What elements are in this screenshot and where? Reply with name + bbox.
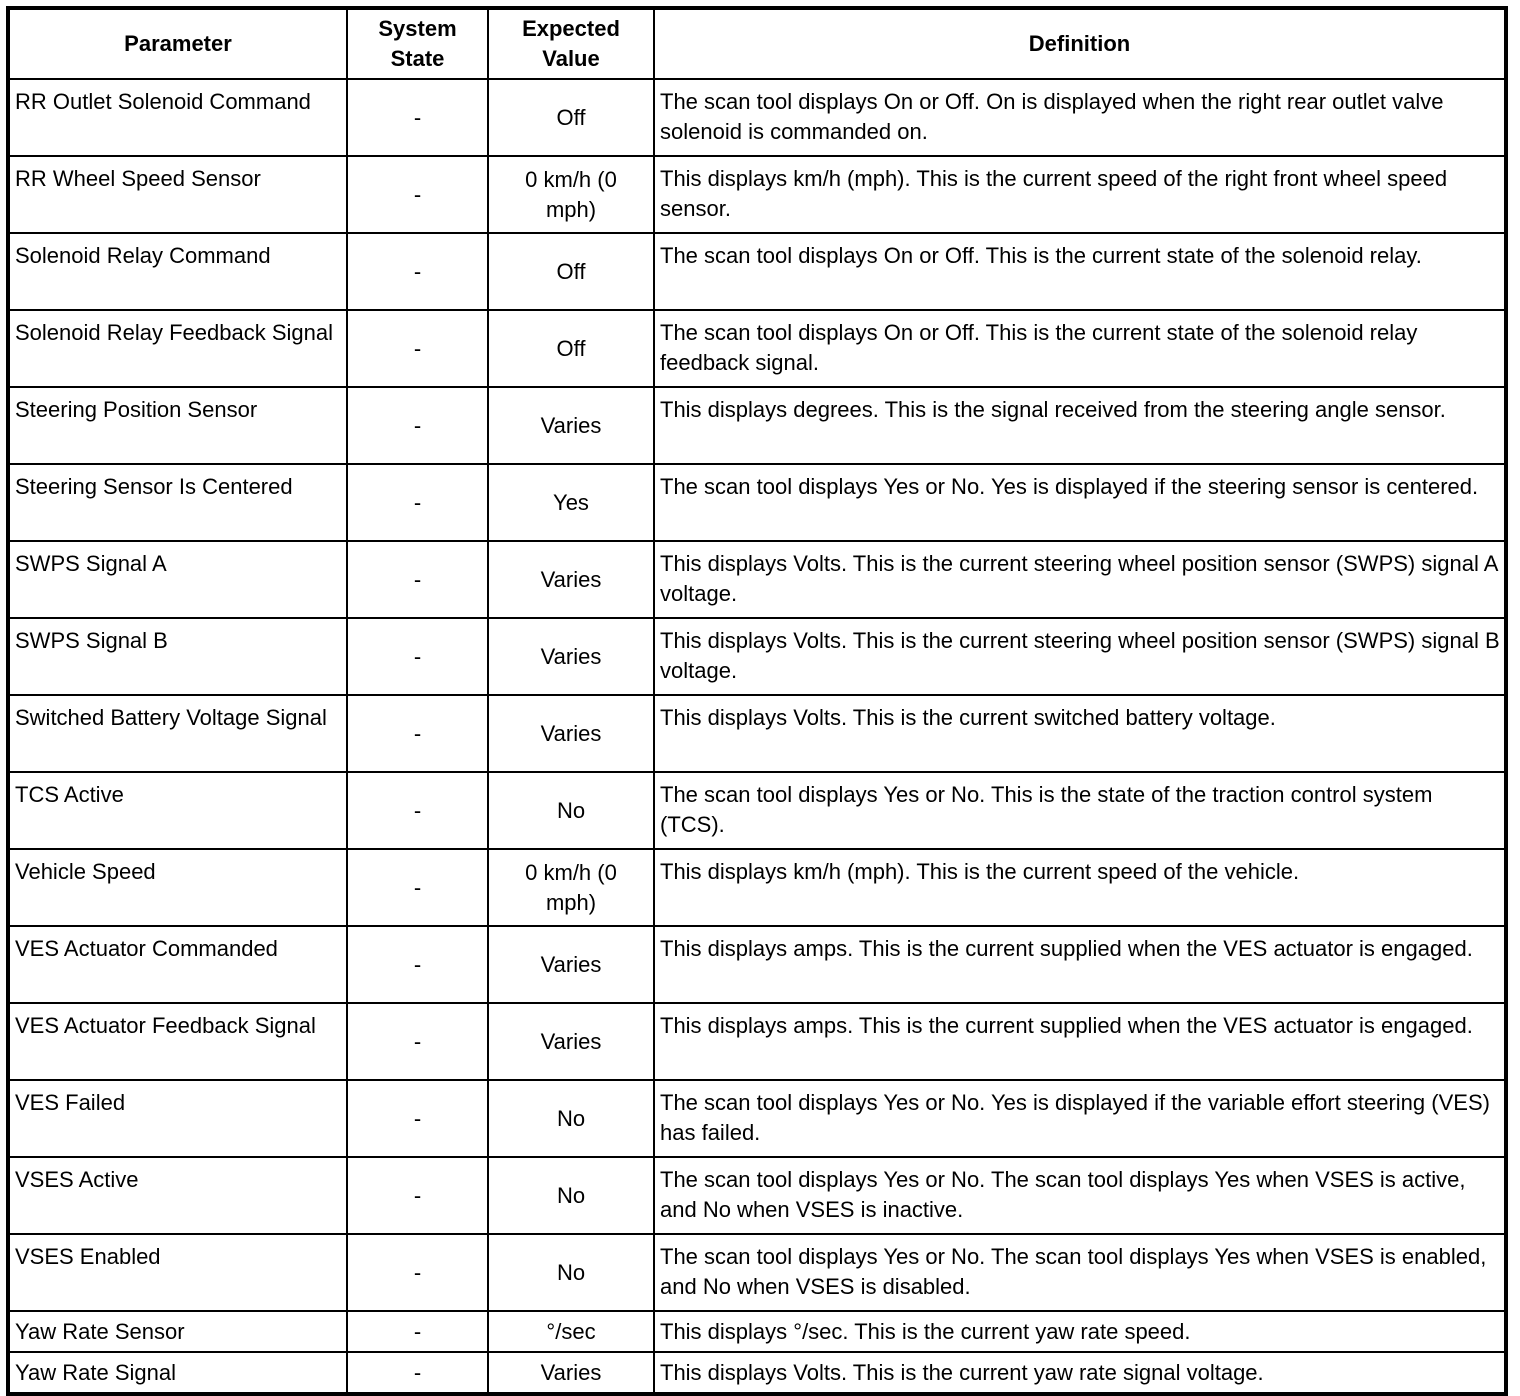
system-state-cell: - bbox=[347, 926, 488, 1003]
parameter-cell: Switched Battery Voltage Signal bbox=[8, 695, 347, 772]
definition-cell: This displays amps. This is the current supplied when the VES actuator is engaged. bbox=[654, 926, 1506, 1003]
expected-value-cell: No bbox=[488, 1157, 654, 1234]
expected-value-cell: Varies bbox=[488, 541, 654, 618]
table-row bbox=[8, 156, 1506, 233]
header-expected-value: Expected Value bbox=[488, 8, 654, 79]
definition-cell: This displays Volts. This is the current steering wheel position sensor (SWPS) signal A voltage. bbox=[654, 541, 1506, 618]
system-state-cell: - bbox=[347, 1003, 488, 1080]
parameter-cell: Yaw Rate Sensor bbox=[8, 1311, 347, 1352]
table-row bbox=[8, 772, 1506, 849]
expected-value-cell: Off bbox=[488, 79, 654, 156]
parameter-cell: RR Outlet Solenoid Command bbox=[8, 79, 347, 156]
table-row bbox=[8, 1311, 1506, 1352]
header-system-state: System State bbox=[347, 8, 488, 79]
expected-value-cell: No bbox=[488, 1080, 654, 1157]
table-row bbox=[8, 1003, 1506, 1080]
expected-value-cell: 0 km/h (0 mph) bbox=[488, 849, 654, 926]
definition-cell: This displays Volts. This is the current steering wheel position sensor (SWPS) signal B voltage. bbox=[654, 618, 1506, 695]
definition-cell: The scan tool displays Yes or No. The scan tool displays Yes when VSES is active, and No when VSES is inactive. bbox=[654, 1157, 1506, 1234]
scan-tool-data-table bbox=[6, 6, 1508, 1396]
definition-cell: The scan tool displays Yes or No. This is the state of the traction control system (TCS). bbox=[654, 772, 1506, 849]
expected-value-cell: Off bbox=[488, 233, 654, 310]
system-state-cell: - bbox=[347, 233, 488, 310]
header-parameter: Parameter bbox=[8, 8, 347, 79]
header-row bbox=[8, 8, 1506, 79]
system-state-cell: - bbox=[347, 1352, 488, 1394]
parameter-cell: Steering Sensor Is Centered bbox=[8, 464, 347, 541]
definition-cell: This displays km/h (mph). This is the current speed of the vehicle. bbox=[654, 849, 1506, 926]
parameter-cell: SWPS Signal A bbox=[8, 541, 347, 618]
system-state-cell: - bbox=[347, 541, 488, 618]
definition-cell: The scan tool displays Yes or No. Yes is displayed if the steering sensor is centered. bbox=[654, 464, 1506, 541]
system-state-cell: - bbox=[347, 695, 488, 772]
system-state-cell: - bbox=[347, 849, 488, 926]
system-state-cell: - bbox=[347, 618, 488, 695]
table-row bbox=[8, 1157, 1506, 1234]
system-state-cell: - bbox=[347, 310, 488, 387]
expected-value-cell: Off bbox=[488, 310, 654, 387]
table-row bbox=[8, 387, 1506, 464]
expected-value-cell: No bbox=[488, 1234, 654, 1311]
definition-cell: This displays degrees. This is the signal received from the steering angle sensor. bbox=[654, 387, 1506, 464]
table-row bbox=[8, 926, 1506, 1003]
system-state-cell: - bbox=[347, 387, 488, 464]
definition-cell: This displays Volts. This is the current yaw rate signal voltage. bbox=[654, 1352, 1506, 1394]
table-row bbox=[8, 695, 1506, 772]
expected-value-cell: °/sec bbox=[488, 1311, 654, 1352]
expected-value-cell: Yes bbox=[488, 464, 654, 541]
expected-value-cell: 0 km/h (0 mph) bbox=[488, 156, 654, 233]
table-row bbox=[8, 464, 1506, 541]
system-state-cell: - bbox=[347, 464, 488, 541]
system-state-cell: - bbox=[347, 1234, 488, 1311]
system-state-cell: - bbox=[347, 772, 488, 849]
table-row bbox=[8, 79, 1506, 156]
parameter-cell: SWPS Signal B bbox=[8, 618, 347, 695]
expected-value-cell: Varies bbox=[488, 618, 654, 695]
table-row bbox=[8, 1352, 1506, 1394]
definition-cell: The scan tool displays Yes or No. Yes is displayed if the variable effort steering (VES) has failed. bbox=[654, 1080, 1506, 1157]
definition-cell: This displays km/h (mph). This is the current speed of the right front wheel speed sensor. bbox=[654, 156, 1506, 233]
system-state-cell: - bbox=[347, 1157, 488, 1234]
definition-cell: This displays amps. This is the current supplied when the VES actuator is engaged. bbox=[654, 1003, 1506, 1080]
definition-cell: The scan tool displays On or Off. On is displayed when the right rear outlet valve solenoid is commanded on. bbox=[654, 79, 1506, 156]
table-row bbox=[8, 1080, 1506, 1157]
parameter-cell: Solenoid Relay Command bbox=[8, 233, 347, 310]
parameter-cell: Vehicle Speed bbox=[8, 849, 347, 926]
table-row bbox=[8, 618, 1506, 695]
definition-cell: The scan tool displays On or Off. This is the current state of the solenoid relay. bbox=[654, 233, 1506, 310]
table-row bbox=[8, 310, 1506, 387]
definition-cell: The scan tool displays On or Off. This is the current state of the solenoid relay feedback signal. bbox=[654, 310, 1506, 387]
parameter-cell: Solenoid Relay Feedback Signal bbox=[8, 310, 347, 387]
system-state-cell: - bbox=[347, 1080, 488, 1157]
table-row bbox=[8, 849, 1506, 926]
parameter-cell: VES Failed bbox=[8, 1080, 347, 1157]
parameter-cell: VSES Enabled bbox=[8, 1234, 347, 1311]
definition-cell: The scan tool displays Yes or No. The scan tool displays Yes when VSES is enabled, and No when VSES is disabled. bbox=[654, 1234, 1506, 1311]
parameter-cell: VSES Active bbox=[8, 1157, 347, 1234]
system-state-cell: - bbox=[347, 1311, 488, 1352]
parameter-cell: VES Actuator Commanded bbox=[8, 926, 347, 1003]
definition-cell: This displays °/sec. This is the current yaw rate speed. bbox=[654, 1311, 1506, 1352]
parameter-cell: Yaw Rate Signal bbox=[8, 1352, 347, 1394]
system-state-cell: - bbox=[347, 79, 488, 156]
table-row bbox=[8, 541, 1506, 618]
parameter-cell: RR Wheel Speed Sensor bbox=[8, 156, 347, 233]
expected-value-cell: Varies bbox=[488, 1003, 654, 1080]
expected-value-cell: Varies bbox=[488, 387, 654, 464]
table-row bbox=[8, 1234, 1506, 1311]
table-row bbox=[8, 233, 1506, 310]
expected-value-cell: Varies bbox=[488, 926, 654, 1003]
parameter-cell: VES Actuator Feedback Signal bbox=[8, 1003, 347, 1080]
parameter-cell: TCS Active bbox=[8, 772, 347, 849]
expected-value-cell: No bbox=[488, 772, 654, 849]
expected-value-cell: Varies bbox=[488, 1352, 654, 1394]
definition-cell: This displays Volts. This is the current switched battery voltage. bbox=[654, 695, 1506, 772]
header-definition: Definition bbox=[654, 8, 1506, 79]
system-state-cell: - bbox=[347, 156, 488, 233]
expected-value-cell: Varies bbox=[488, 695, 654, 772]
parameter-cell: Steering Position Sensor bbox=[8, 387, 347, 464]
